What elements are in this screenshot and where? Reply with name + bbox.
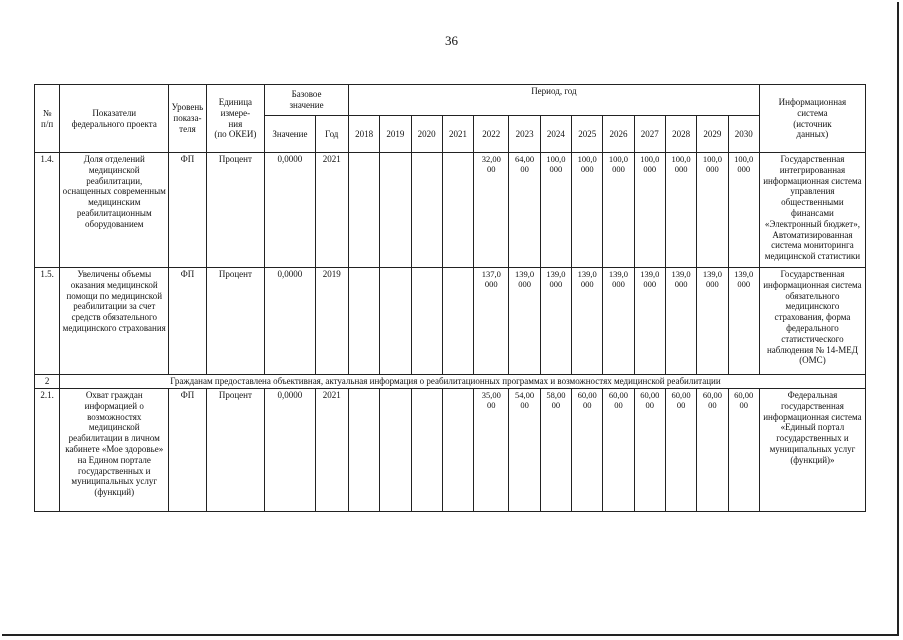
header-year-2020: 2020 [411, 116, 442, 153]
header-year-2028: 2028 [665, 116, 696, 153]
row-year-value: 139,0 000 [603, 268, 634, 375]
row-year-value [348, 268, 379, 375]
row-year-value: 100,0 000 [665, 153, 696, 268]
row-year-value [380, 389, 411, 512]
row-indicator: Охват граждан информацией о возможностях медицинской реабилитации в личном кабинете «Мое здоровье» на Едином портале государственных и муниципальных услуг (функций) [60, 389, 169, 512]
row-year-value: 139,0 000 [665, 268, 696, 375]
row-year-value: 64,00 00 [509, 153, 540, 268]
row-year-value [442, 389, 473, 512]
header-year-2025: 2025 [572, 116, 603, 153]
table-row [35, 268, 866, 375]
row-year-value: 100,0 000 [572, 153, 603, 268]
header-base: Базовое значение [265, 85, 349, 116]
header-indicator: Показатели федерального проекта [60, 85, 169, 153]
row-year: 2019 [315, 268, 348, 375]
header-num: № п/п [35, 85, 60, 153]
row-num: 1.4. [35, 153, 60, 268]
row-unit: Процент [206, 268, 265, 375]
row-year: 2021 [315, 389, 348, 512]
row-num: 2.1. [35, 389, 60, 512]
row-info: Государственная информационная система обязательного медицинского страхования, форма федерального статистического наблюдения № 14-МЕД (ОМС) [759, 268, 865, 375]
row-year-value: 100,0 000 [540, 153, 571, 268]
header-period: Период, год [348, 85, 759, 116]
row-indicator: Увеличены объемы оказания медицинской помощи по медицинской реабилитации за счет средств обязательного медицинского страхования [60, 268, 169, 375]
header-row [35, 85, 866, 116]
header-year-2019: 2019 [380, 116, 411, 153]
row-year: 2021 [315, 153, 348, 268]
table-row [35, 389, 866, 512]
row-year-value [411, 268, 442, 375]
row-year-value [442, 153, 473, 268]
header-value: Значение [265, 116, 315, 153]
section-title: Гражданам предоставлена объективная, актуальная информация о реабилитационных программах и возможностях медицинской реабилитации [60, 375, 866, 389]
row-year-value: 137,0 000 [474, 268, 509, 375]
row-year-value: 60,00 00 [572, 389, 603, 512]
row-year-value: 100,0 000 [728, 153, 759, 268]
header-year-2027: 2027 [634, 116, 665, 153]
row-year-value: 100,0 000 [603, 153, 634, 268]
row-value: 0,0000 [265, 268, 315, 375]
header-year-2018: 2018 [348, 116, 379, 153]
row-year-value: 60,00 00 [665, 389, 696, 512]
row-year-value: 139,0 000 [634, 268, 665, 375]
row-year-value [442, 268, 473, 375]
row-year-value [411, 389, 442, 512]
row-year-value: 100,0 000 [634, 153, 665, 268]
row-year-value: 60,00 00 [634, 389, 665, 512]
row-year-value: 139,0 000 [509, 268, 540, 375]
row-year-value: 58,00 00 [540, 389, 571, 512]
row-year-value: 60,00 00 [603, 389, 634, 512]
row-level: ФП [169, 153, 206, 268]
row-year-value [348, 389, 379, 512]
row-info: Федеральная государственная информационная система «Единый портал государственных и муниципальных услуг (функций)» [759, 389, 865, 512]
row-year-value [380, 153, 411, 268]
row-year-value: 60,00 00 [728, 389, 759, 512]
row-year-value: 139,0 000 [572, 268, 603, 375]
header-year: Год [315, 116, 348, 153]
row-year-value: 100,0 000 [697, 153, 728, 268]
header-year-2026: 2026 [603, 116, 634, 153]
header-level: Уровень показа- теля [169, 85, 206, 153]
header-info: Информационная система (источник данных) [759, 85, 865, 153]
row-year-value: 35,00 00 [474, 389, 509, 512]
row-value: 0,0000 [265, 153, 315, 268]
page-number: 36 [445, 33, 458, 48]
header-year-2030: 2030 [728, 116, 759, 153]
header-year-2023: 2023 [509, 116, 540, 153]
row-value: 0,0000 [265, 389, 315, 512]
row-level: ФП [169, 268, 206, 375]
row-year-value [411, 153, 442, 268]
row-year-value [348, 153, 379, 268]
row-year-value [380, 268, 411, 375]
row-unit: Процент [206, 389, 265, 512]
row-indicator: Доля отделений медицинской реабилитации, оснащенных современным медицинским реабилитационным оборудованием [60, 153, 169, 268]
header-year-2022: 2022 [474, 116, 509, 153]
row-year-value: 54,00 00 [509, 389, 540, 512]
section-num: 2 [35, 375, 60, 389]
row-unit: Процент [206, 153, 265, 268]
row-year-value: 139,0 000 [697, 268, 728, 375]
table-row [35, 153, 866, 268]
header-year-2024: 2024 [540, 116, 571, 153]
row-info: Государственная интегрированная информационная система управления общественными финансами «Электронный бюджет», Автоматизированная система мониторинга медицинской статистики [759, 153, 865, 268]
row-year-value: 139,0 000 [540, 268, 571, 375]
section-row [35, 375, 866, 389]
indicators-table [34, 84, 866, 512]
row-year-value: 32,00 00 [474, 153, 509, 268]
header-year-2021: 2021 [442, 116, 473, 153]
header-unit: Единица измере- ния (по ОКЕИ) [206, 85, 265, 153]
row-year-value: 60,00 00 [697, 389, 728, 512]
row-level: ФП [169, 389, 206, 512]
row-year-value: 139,0 000 [728, 268, 759, 375]
row-num: 1.5. [35, 268, 60, 375]
header-year-2029: 2029 [697, 116, 728, 153]
